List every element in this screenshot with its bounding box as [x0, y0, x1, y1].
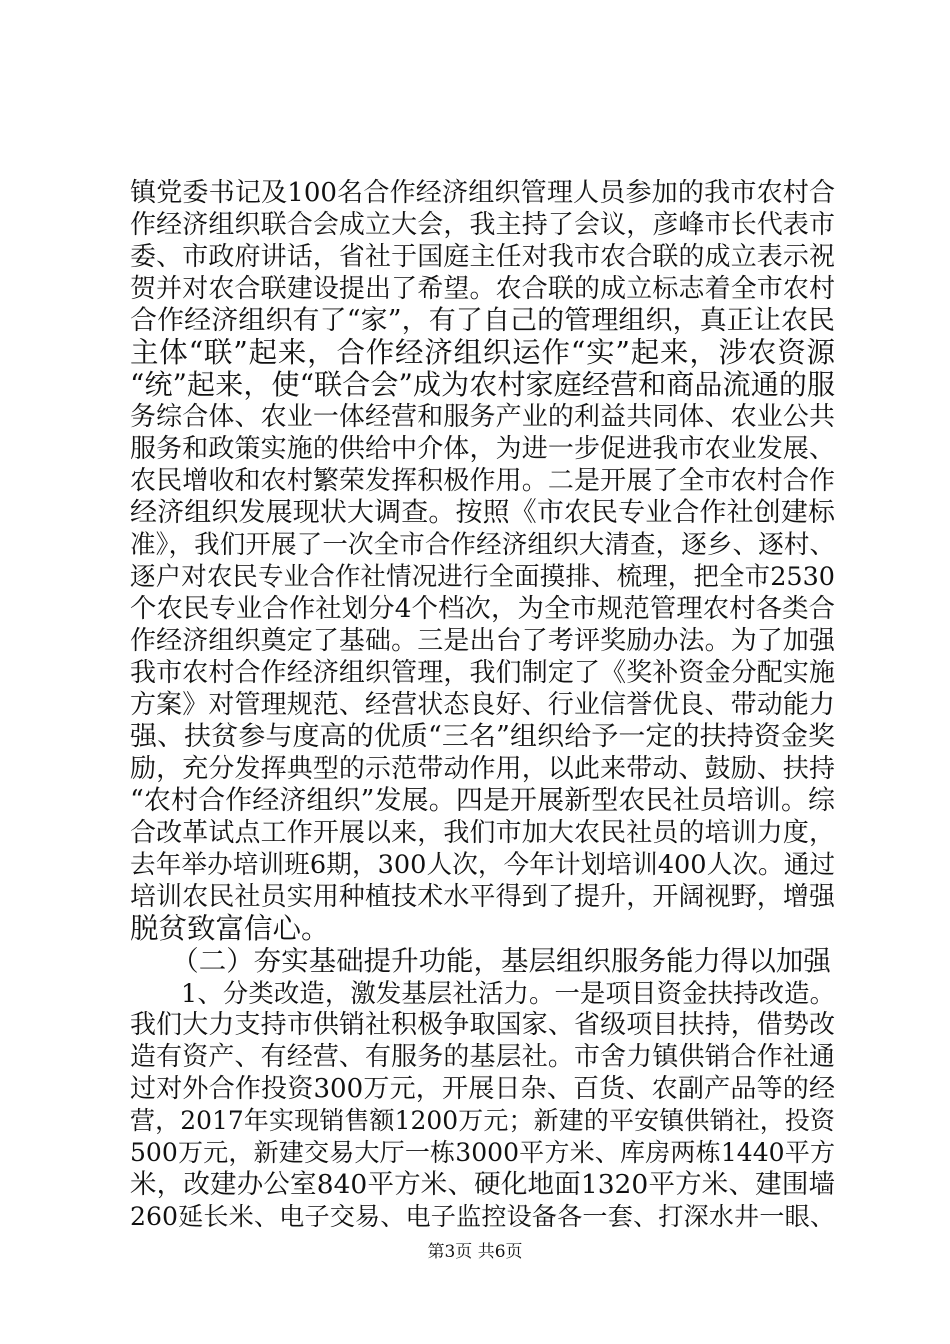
text-line: 1、分类改造，激发基层社活力。一是项目资金扶持改造。 [130, 978, 835, 1008]
text-line: 去年举办培训班6期，300人次，今年计划培训400人次。通过 [130, 850, 835, 880]
text-line: 主体“联”起来，合作经济组织运作“实”起来，涉农资源 [130, 336, 835, 369]
text-line: 过对外合作投资300万元，开展日杂、百货、农副产品等的经 [130, 1074, 835, 1104]
text-line: 营，2017年实现销售额1200万元；新建的平安镇供销社，投资 [130, 1106, 835, 1135]
text-line: 造有资产、有经营、有服务的基层社。市舍力镇供销合作社通 [130, 1042, 835, 1072]
text-line: 镇党委书记及100名合作经济组织管理人员参加的我市农村合 [130, 178, 835, 208]
text-line: 贺并对农合联建设提出了希望。农合联的成立标志着全市农村 [130, 274, 835, 304]
text-line: 合改革试点工作开展以来，我们市加大农民社员的培训力度， [130, 818, 835, 848]
text-line: 个农民专业合作社划分4个档次，为全市规范管理农村各类合 [130, 594, 835, 624]
text-line: 务综合体、农业一体经营和服务产业的利益共同体、农业公共 [130, 402, 835, 432]
text-line: “统”起来，使“联合会”成为农村家庭经营和商品流通的服 [130, 368, 835, 401]
text-line: 方案》对管理规范、经营状态良好、行业信誉优良、带动能力 [130, 690, 835, 720]
text-line: 我市农村合作经济组织管理，我们制定了《奖补资金分配实施 [130, 658, 835, 688]
text-line: 作经济组织联合会成立大会，我主持了会议，彦峰市长代表市 [130, 210, 835, 240]
text-line: 强、扶贫参与度高的优质“三名”组织给予一定的扶持资金奖 [130, 721, 835, 752]
document-body [130, 177, 835, 1233]
text-line: 合作经济组织有了“家”，有了自己的管理组织，真正让农民 [130, 305, 835, 336]
text-line: “农村合作经济组织”发展。四是开展新型农民社员培训。综 [130, 785, 835, 816]
text-line: 作经济组织奠定了基础。三是出台了考评奖励办法。为了加强 [130, 626, 835, 656]
text-line: 500万元，新建交易大厅一栋3000平方米、库房两栋1440平方 [130, 1138, 835, 1167]
text-line: 委、市政府讲话，省社于国庭主任对我市农合联的成立表示祝 [130, 242, 835, 272]
text-line: 260延长米、电子交易、电子监控设备各一套、打深水井一眼、 [130, 1202, 835, 1231]
text-line: 米，改建办公室840平方米、硬化地面1320平方米、建围墙 [130, 1169, 835, 1200]
text-line: 脱贫致富信心。 [130, 912, 330, 945]
text-line: 培训农民社员实用种植技术水平得到了提升，开阔视野，增强 [130, 882, 835, 912]
text-line: 农民增收和农村繁荣发挥积极作用。二是开展了全市农村合作 [130, 466, 835, 496]
text-line: 我们大力支持市供销社积极争取国家、省级项目扶持，借势改 [130, 1010, 835, 1040]
text-line: 励，充分发挥典型的示范带动作用，以此来带动、鼓励、扶持 [130, 754, 835, 784]
page-number: 第3页 共6页 [427, 1242, 523, 1262]
text-line: 服务和政策实施的供给中介体，为进一步促进我市农业发展、 [130, 434, 835, 464]
text-line: 经济组织发展现状大调查。按照《市农民专业合作社创建标 [130, 497, 835, 528]
page-footer [0, 1242, 950, 1262]
text-line: 逐户对农民专业合作社情况进行全面摸排、梳理，把全市2530 [130, 562, 835, 592]
section-heading: （二）夯实基础提升功能，基层组织服务能力得以加强 [130, 945, 831, 977]
text-line: 准》，我们开展了一次全市合作经济组织大清查，逐乡、逐村、 [130, 530, 835, 560]
